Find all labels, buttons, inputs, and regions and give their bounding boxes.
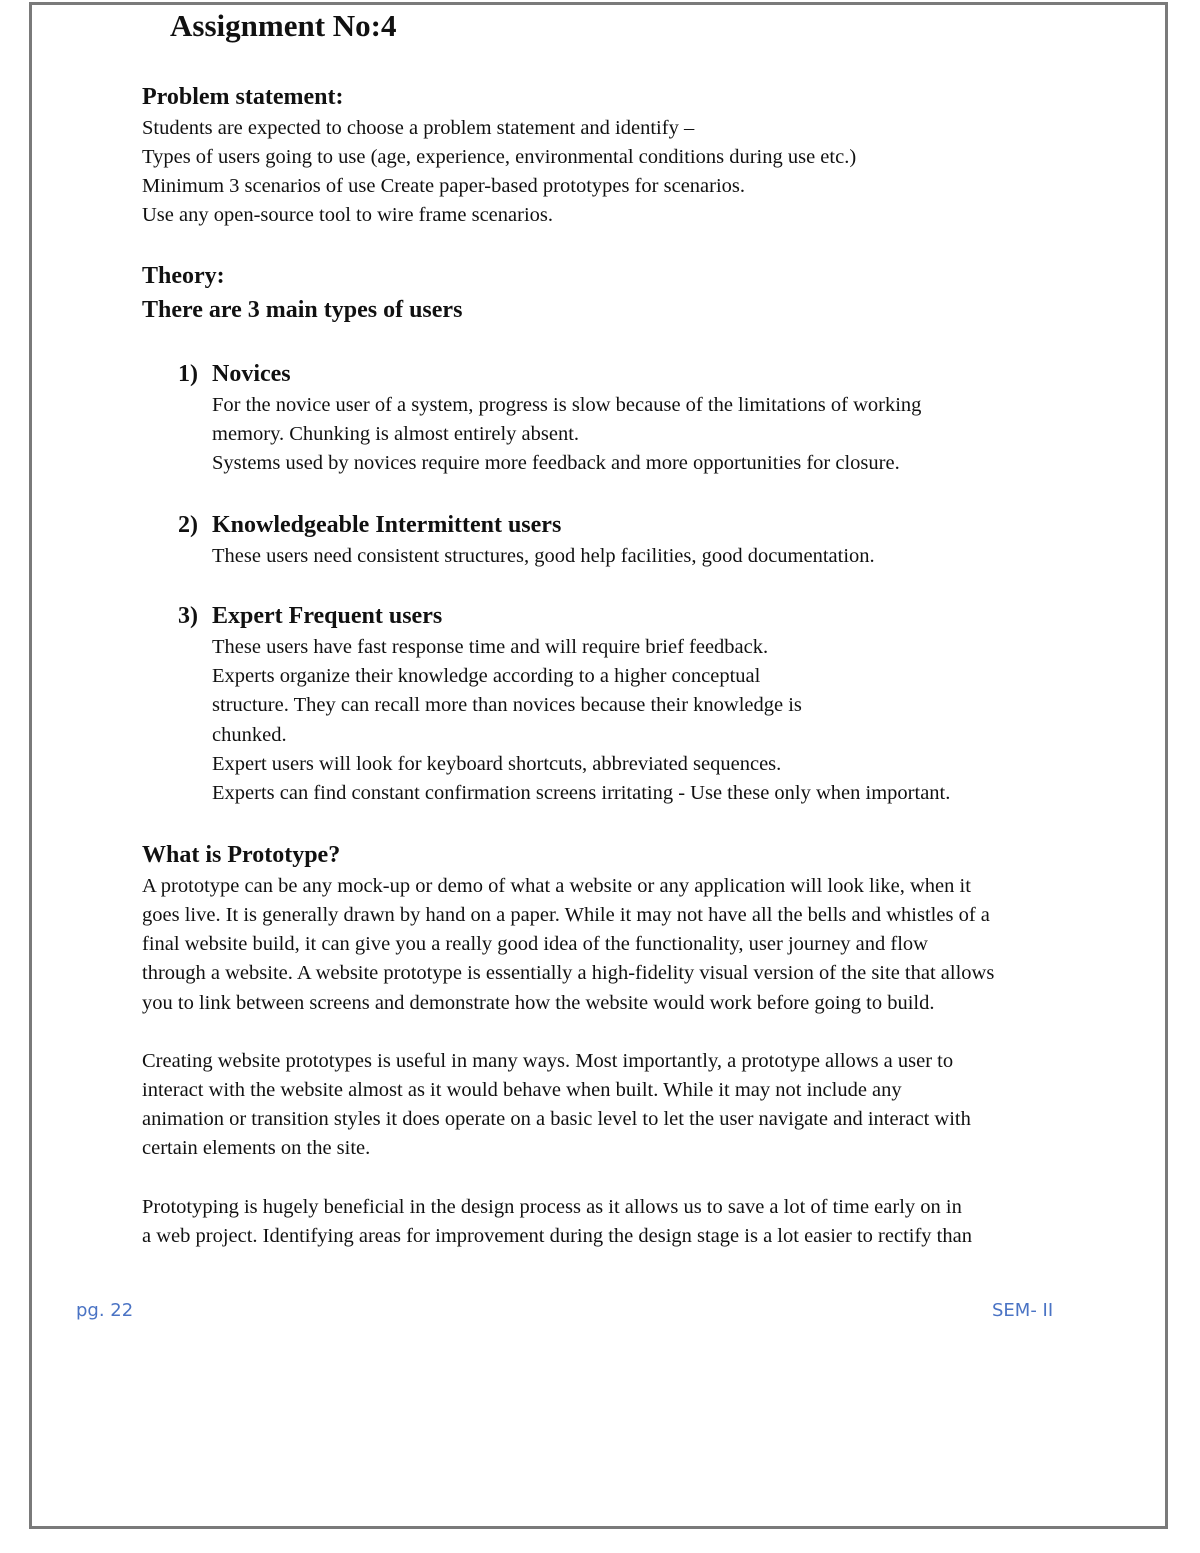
paragraph-line: final website build, it can give you a really good idea of the functionality, user journey and flow <box>142 933 928 955</box>
paragraph-line: interact with the website almost as it would behave when built. While it may not include any <box>142 1079 902 1101</box>
list-number: 1) <box>178 361 198 387</box>
paragraph-line: Prototyping is hugely beneficial in the design process as it allows us to save a lot of time early on in <box>142 1196 962 1218</box>
problem-statement-heading: Problem statement: <box>142 84 344 110</box>
list-item-line: These users need consistent structures, good help facilities, good documentation. <box>212 545 875 567</box>
paragraph-line: a web project. Identifying areas for improvement during the design stage is a lot easier to rectify than <box>142 1225 972 1247</box>
list-item-line: structure. They can recall more than novices because their knowledge is <box>212 694 802 716</box>
prototype-heading: What is Prototype? <box>142 842 341 868</box>
list-number: 2) <box>178 512 198 538</box>
semester-label: SEM- II <box>992 1300 1054 1321</box>
list-item-line: Systems used by novices require more feedback and more opportunities for closure. <box>212 452 900 474</box>
list-item-line: Expert users will look for keyboard shortcuts, abbreviated sequences. <box>212 753 782 775</box>
problem-line: Types of users going to use (age, experience, environmental conditions during use etc.) <box>142 146 857 168</box>
page-number: pg. 22 <box>76 1300 134 1321</box>
paragraph-line: certain elements on the site. <box>142 1137 371 1159</box>
list-number: 3) <box>178 603 198 629</box>
page-title: Assignment No:4 <box>170 8 397 43</box>
list-item-line: These users have fast response time and will require brief feedback. <box>212 636 769 658</box>
user-type-expert-heading <box>178 603 442 630</box>
theory-subheading: There are 3 main types of users <box>142 297 463 323</box>
paragraph-line: you to link between screens and demonstrate how the website would work before going to build. <box>142 992 935 1014</box>
problem-line: Students are expected to choose a problem statement and identify – <box>142 117 695 139</box>
theory-heading: Theory: <box>142 263 225 289</box>
list-item-line: Experts can find constant confirmation screens irritating - Use these only when important. <box>212 782 951 804</box>
paragraph-line: Creating website prototypes is useful in many ways. Most importantly, a prototype allows a user to <box>142 1050 954 1072</box>
list-item-line: chunked. <box>212 724 287 746</box>
problem-line: Use any open-source tool to wire frame scenarios. <box>142 204 553 226</box>
problem-line: Minimum 3 scenarios of use Create paper-based prototypes for scenarios. <box>142 175 746 197</box>
list-item-line: For the novice user of a system, progress is slow because of the limitations of working <box>212 394 922 416</box>
paragraph-line: A prototype can be any mock-up or demo of what a website or any application will look like, when it <box>142 875 971 897</box>
paragraph-line: through a website. A website prototype is essentially a high-fidelity visual version of the site that allows <box>142 962 995 984</box>
list-item-line: memory. Chunking is almost entirely absent. <box>212 423 580 445</box>
paragraph-line: animation or transition styles it does operate on a basic level to let the user navigate and interact with <box>142 1108 971 1130</box>
paragraph-line: goes live. It is generally drawn by hand on a paper. While it may not have all the bells and whistles of a <box>142 904 990 926</box>
list-title: Novices <box>212 361 291 387</box>
user-type-novices-heading <box>178 361 291 388</box>
list-item-line: Experts organize their knowledge according to a higher conceptual <box>212 665 761 687</box>
list-title: Knowledgeable Intermittent users <box>212 512 562 538</box>
list-title: Expert Frequent users <box>212 603 443 629</box>
user-type-intermittent-heading <box>178 512 561 539</box>
